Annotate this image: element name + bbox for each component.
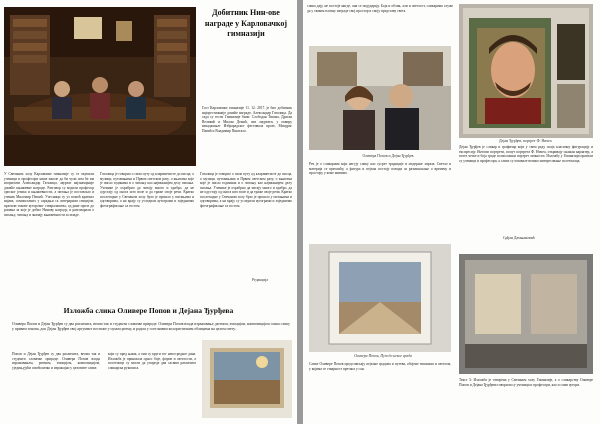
exhibit-column-1: Попов и Дејан Ђурђев су два различита, веома так и студенти словачке природе. Оливера Попов влада изражавањем, ритмом, емоцијом, композицијом, уједињујући симболичко и изражајно у целовите слике. [12, 352, 100, 370]
right-bottom-side-column: Текст 3: Изложба је отворена у Свечаном холу Гимназије, а о сликарству Оливере Попов и Дејана Ђурђева говорили су ученици и професори, као и сами аутори. [459, 378, 593, 387]
library-reading-room-image [4, 7, 196, 166]
right-bottom-column: Слике Оливере Попов представљају пејзаже градова и путева, обојене тишином и светлом, у којима се стварност претапа у сан. [309, 362, 451, 371]
right-top-column: слика дају, не постоје нигде, она се подударају. Боја и облик, али и светлост, сликарима служе да у сваком платну изграде свој простор и своју представу света. [307, 4, 453, 13]
dejan-portrait-photo [459, 4, 593, 138]
exhibit-column-2: који су пред њима, а они су круги тог непосредног дана. Изложба је приказала однос боје, форме и светлости, а посетиоци су могли да упореде два сасвим различита сликарска рукописа. [108, 352, 196, 370]
exhibition-room-image [459, 254, 593, 374]
exhibition-painting-image [202, 340, 292, 418]
olivera-dejan-photo-image [309, 46, 451, 150]
newsletter-right-page [303, 0, 600, 424]
library-photo [4, 7, 196, 166]
article-intro: Гост Карловачке гимназије 11. 12. 2017. је био добитник најпрестижније домаће награде, Александар Гаталица. Да сада су гости Гимназије били: Слободан Тишма, Драган Великић и Милан Дежић, сви лауреати, у оквиру некадашњег Избрарадског фестивала прозе, Миодраг Павић и Владимир Пиштало. [202, 106, 292, 133]
right-middle-column: Реч је о сликарима који негују слику као сусрет традиције и модерног израза. Светло и материја се преплићу, а фигура и пејзаж постају поводи за размишљање о времену и простору у коме живимо. [309, 162, 451, 175]
right-signature: Срђан Дамњановић [503, 236, 535, 240]
exhibit-title: Изложба слика Оливере Попов и Дејана Ђурђева [63, 306, 234, 315]
article-column-2: Гаталица је говорио о свом путу од кларинетисте до писца, о музици, путовањима и Првом светском рату, о књигама које је писао годинама и о читању као најважнијем делу писања. Ученике је охрабрио да читају много и храбро, да не одустају од онога што воле и да траже своје речи. Кратко послеподне у Свечаном холу брзо је прошло у питањима и одговорима, а на крају су уследили аутограми и заједничко фотографисање са гостом. [100, 172, 194, 208]
olivera-painting-right-photo [309, 244, 451, 352]
exhibit-room-photo [459, 254, 593, 374]
caption-olivera-dejan: Оливера Попов и Дејан Ђурђев [362, 154, 414, 158]
article-column-3: Гаталица је говорио о свом путу од кларинетисте до писца, о музици, путовањима и Првом светском рату, о књигама које је писао годинама и о читању као најважнијем делу писања. Ученике је охрабрио да читају много и храбро, да не одустају од онога што воле и да траже своје речи. Кратко послеподне у Свечаном холу брзо је прошло у питањима и одговорима, а на крају су уследили аутограми и заједничко фотографисање са гостом. [200, 172, 292, 208]
olivera-painting-photo [202, 340, 292, 418]
artists-photo [309, 46, 451, 150]
right-side-column: Дејан Ђурђев је сликар и графичар који у свом раду спаја класичну фигурацију и експресију. Његови портрети, попут портрета Ф. Ничеа, откривају снажан карактер, а потез четке и боја граде психолошки портрет личности. Изложбу у Гимназији пратили су ученици и професори, а слике су изазвале велико интересовање посетилаца. [459, 145, 593, 163]
caption-dejan-portrait: Дејан Ђурђев, портрет Ф. Ничеа [499, 139, 552, 143]
newsletter-left-page [0, 0, 297, 424]
article-signature: Редакција [252, 278, 268, 282]
article-column-1: У Свечаном холу Карловачке гимназије су се окупили ученици и професори наше школе да би чули шта ће им испричати Александар Гаталица, лауреат најзначајније домаће књижевне награде. Разговор су водили професор српског језика и књижевности, а питања је постављао и ученик Миломир Пешић. Учесници су уз помоћ кратких најава, осмишљених у сарадњи са литерарном секцијом, пратили токове ауторовог стваралаштва, од ране прозе до романа за које је добио Нинову награду, и разговарали о писању, читању и значају књижевности за младе. [4, 172, 94, 217]
caption-olivera-painting: Оливера Попов, Пут до неког града [354, 354, 412, 358]
nietzsche-portrait-image [459, 4, 593, 138]
exhibit-lead: Оливера Попов и Дејан Ђурђев су два различита, веома так и студенти словачке природе. Оливера Попов влада изражавање, ритмом, емоцијом, композицијом слика слику у правим тонова, док Дејан Ђурђев свој аргумент постиже у пуном ритму, и радом у осетљивим колористичким облицима на целом свету. [12, 322, 290, 331]
road-to-city-painting-image [309, 244, 451, 352]
article-title: Добитник Нин-ове награде у Карловачкој гимназији [204, 8, 288, 38]
